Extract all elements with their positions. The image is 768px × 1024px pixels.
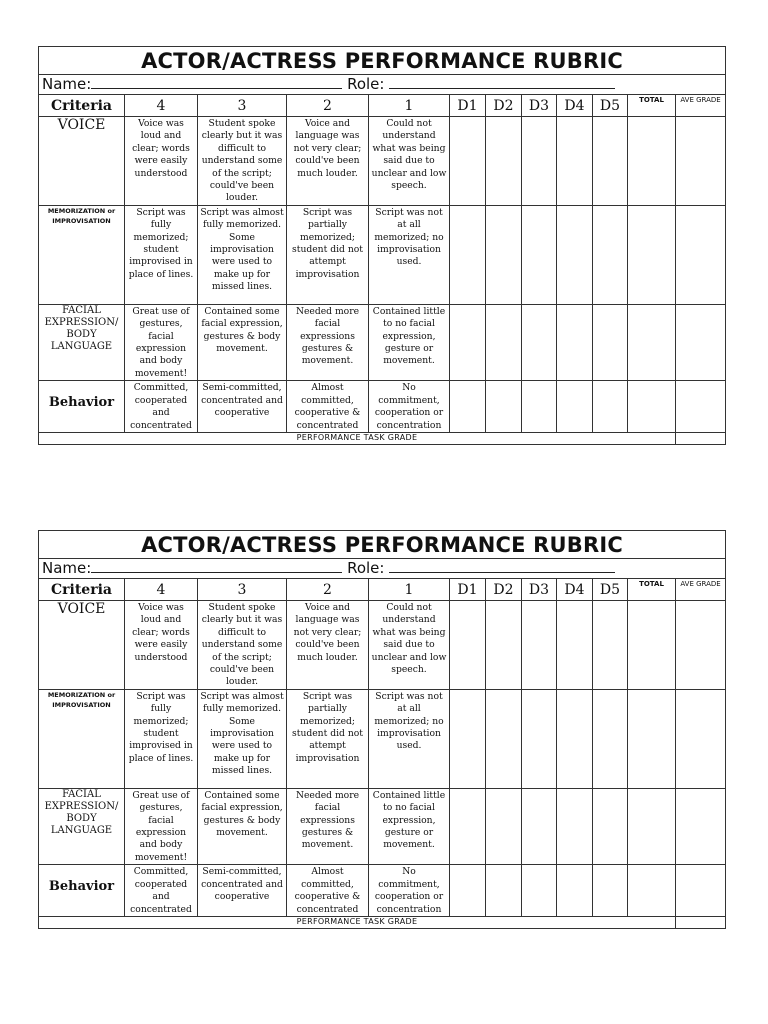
score-cell[interactable]	[486, 689, 522, 788]
desc-cell: Committed, cooperated and concentrated	[125, 381, 198, 433]
table-row	[39, 304, 726, 380]
total-cell[interactable]	[628, 788, 676, 864]
performance-task-grade-label: PERFORMANCE TASK GRADE	[39, 916, 676, 928]
desc-cell: Voice was loud and clear; words were easily understood	[125, 117, 198, 206]
ave-cell[interactable]	[676, 381, 726, 433]
total-cell[interactable]	[628, 117, 676, 206]
score-cell[interactable]	[593, 788, 628, 864]
desc-cell: Script was partially memorized; student did not attempt improvisation	[287, 205, 369, 304]
header-total: TOTAL	[628, 579, 676, 601]
criteria-facial-expression: FACIAL EXPRESSION/ BODY LANGUAGE	[39, 788, 125, 864]
name-label: Name:	[42, 559, 92, 577]
header-score-3: 3	[198, 95, 287, 117]
score-cell[interactable]	[557, 689, 593, 788]
table-row	[39, 601, 726, 690]
desc-cell: Great use of gestures, facial expression and body movement!	[125, 304, 198, 380]
score-cell[interactable]	[522, 205, 557, 304]
total-cell[interactable]	[628, 304, 676, 380]
score-cell[interactable]	[557, 865, 593, 917]
total-cell[interactable]	[628, 865, 676, 917]
table-row	[39, 381, 726, 433]
total-cell[interactable]	[628, 381, 676, 433]
score-cell[interactable]	[450, 689, 486, 788]
ave-cell[interactable]	[676, 117, 726, 206]
desc-cell: Voice and language was not very clear; could've been much louder.	[287, 601, 369, 690]
score-cell[interactable]	[557, 304, 593, 380]
score-cell[interactable]	[557, 117, 593, 206]
total-cell[interactable]	[628, 205, 676, 304]
score-cell[interactable]	[486, 304, 522, 380]
role-blank[interactable]	[389, 559, 615, 573]
role-label: Role:	[347, 75, 385, 93]
header-d1: D1	[450, 95, 486, 117]
score-cell[interactable]	[593, 381, 628, 433]
table-row	[39, 788, 726, 864]
score-cell[interactable]	[450, 865, 486, 917]
header-score-1: 1	[369, 579, 450, 601]
desc-cell: Script was almost fully memorized. Some improvisation were used to make up for missed lines.	[198, 689, 287, 788]
criteria-voice: VOICE	[39, 601, 125, 690]
score-cell[interactable]	[593, 117, 628, 206]
score-cell[interactable]	[557, 601, 593, 690]
header-score-3: 3	[198, 579, 287, 601]
header-d3: D3	[522, 95, 557, 117]
rubric-table	[38, 46, 726, 445]
desc-cell: Script was fully memorized; student improvised in place of lines.	[125, 689, 198, 788]
desc-cell: Voice and language was not very clear; could've been much louder.	[287, 117, 369, 206]
desc-cell: Script was partially memorized; student did not attempt improvisation	[287, 689, 369, 788]
table-row	[39, 117, 726, 206]
score-cell[interactable]	[450, 304, 486, 380]
header-ave-grade: AVE GRADE	[676, 95, 726, 117]
desc-cell: Semi-committed, concentrated and cooperative	[198, 865, 287, 917]
desc-cell: Contained some facial expression, gestures & body movement.	[198, 304, 287, 380]
score-cell[interactable]	[522, 601, 557, 690]
header-score-1: 1	[369, 95, 450, 117]
role-label: Role:	[347, 559, 385, 577]
score-cell[interactable]	[486, 788, 522, 864]
rubric-table-bottom	[38, 530, 725, 929]
header-ave-grade: AVE GRADE	[676, 579, 726, 601]
total-cell[interactable]	[628, 689, 676, 788]
ave-cell[interactable]	[676, 689, 726, 788]
desc-cell: Script was fully memorized; student improvised in place of lines.	[125, 205, 198, 304]
rubric-title: ACTOR/ACTRESS PERFORMANCE RUBRIC	[39, 47, 726, 75]
header-d5: D5	[593, 579, 628, 601]
header-score-2: 2	[287, 95, 369, 117]
score-cell[interactable]	[486, 205, 522, 304]
score-cell[interactable]	[486, 381, 522, 433]
role-blank[interactable]	[389, 75, 615, 89]
ave-cell[interactable]	[676, 865, 726, 917]
ave-cell[interactable]	[676, 205, 726, 304]
header-d5: D5	[593, 95, 628, 117]
score-cell[interactable]	[593, 865, 628, 917]
header-criteria: Criteria	[39, 95, 125, 117]
header-d3: D3	[522, 579, 557, 601]
footer-row	[39, 432, 726, 444]
footer-row	[39, 916, 726, 928]
desc-cell: Contained little to no facial expression, gesture or movement.	[369, 304, 450, 380]
desc-cell: Needed more facial expressions gestures & movement.	[287, 788, 369, 864]
header-row	[39, 95, 726, 117]
score-cell[interactable]	[522, 689, 557, 788]
score-cell[interactable]	[450, 205, 486, 304]
criteria-voice: VOICE	[39, 117, 125, 206]
criteria-memorization: MEMORIZATION or IMPROVISATION	[39, 689, 125, 788]
desc-cell: Needed more facial expressions gestures & movement.	[287, 304, 369, 380]
score-cell[interactable]	[593, 304, 628, 380]
header-score-4: 4	[125, 95, 198, 117]
header-row	[39, 579, 726, 601]
table-row	[39, 205, 726, 304]
header-d4: D4	[557, 95, 593, 117]
name-role-line	[39, 75, 726, 95]
desc-cell: Voice was loud and clear; words were easily understood	[125, 601, 198, 690]
desc-cell: Could not understand what was being said due to unclear and low speech.	[369, 601, 450, 690]
desc-cell: Script was not at all memorized; no improvisation used.	[369, 205, 450, 304]
performance-task-grade-cell[interactable]	[676, 432, 726, 444]
desc-cell: Script was almost fully memorized. Some improvisation were used to make up for missed lines.	[198, 205, 287, 304]
score-cell[interactable]	[593, 205, 628, 304]
score-cell[interactable]	[450, 381, 486, 433]
criteria-behavior: Behavior	[39, 381, 125, 433]
desc-cell: No commitment, cooperation or concentration	[369, 865, 450, 917]
desc-cell: Student spoke clearly but it was difficult to understand some of the script; could've been louder.	[198, 601, 287, 690]
score-cell[interactable]	[522, 117, 557, 206]
criteria-memorization: MEMORIZATION or IMPROVISATION	[39, 205, 125, 304]
score-cell[interactable]	[557, 205, 593, 304]
desc-cell: Contained little to no facial expression, gesture or movement.	[369, 788, 450, 864]
score-cell[interactable]	[522, 788, 557, 864]
desc-cell: Student spoke clearly but it was difficult to understand some of the script; could've been louder.	[198, 117, 287, 206]
total-cell[interactable]	[628, 601, 676, 690]
desc-cell: Semi-committed, concentrated and cooperative	[198, 381, 287, 433]
rubric-table-top	[38, 46, 725, 445]
desc-cell: Almost committed, cooperative & concentrated	[287, 865, 369, 917]
desc-cell: No commitment, cooperation or concentration	[369, 381, 450, 433]
name-label: Name:	[42, 75, 92, 93]
header-score-4: 4	[125, 579, 198, 601]
ave-cell[interactable]	[676, 601, 726, 690]
desc-cell: Committed, cooperated and concentrated	[125, 865, 198, 917]
criteria-facial-expression: FACIAL EXPRESSION/ BODY LANGUAGE	[39, 304, 125, 380]
desc-cell: Could not understand what was being said due to unclear and low speech.	[369, 117, 450, 206]
score-cell[interactable]	[522, 381, 557, 433]
header-d4: D4	[557, 579, 593, 601]
header-criteria: Criteria	[39, 579, 125, 601]
score-cell[interactable]	[557, 788, 593, 864]
score-cell[interactable]	[593, 601, 628, 690]
score-cell[interactable]	[450, 601, 486, 690]
ave-cell[interactable]	[676, 304, 726, 380]
desc-cell: Great use of gestures, facial expression and body movement!	[125, 788, 198, 864]
score-cell[interactable]	[450, 117, 486, 206]
table-row	[39, 689, 726, 788]
score-cell[interactable]	[486, 865, 522, 917]
name-blank[interactable]	[91, 75, 342, 89]
table-row	[39, 865, 726, 917]
score-cell[interactable]	[486, 601, 522, 690]
performance-task-grade-label: PERFORMANCE TASK GRADE	[39, 432, 676, 444]
header-d2: D2	[486, 579, 522, 601]
score-cell[interactable]	[486, 117, 522, 206]
name-blank[interactable]	[91, 559, 342, 573]
header-d2: D2	[486, 95, 522, 117]
header-d1: D1	[450, 579, 486, 601]
desc-cell: Script was not at all memorized; no improvisation used.	[369, 689, 450, 788]
score-cell[interactable]	[557, 381, 593, 433]
score-cell[interactable]	[450, 788, 486, 864]
performance-task-grade-cell[interactable]	[676, 916, 726, 928]
desc-cell: Almost committed, cooperative & concentrated	[287, 381, 369, 433]
score-cell[interactable]	[522, 865, 557, 917]
header-score-2: 2	[287, 579, 369, 601]
rubric-title: ACTOR/ACTRESS PERFORMANCE RUBRIC	[39, 531, 726, 559]
criteria-behavior: Behavior	[39, 865, 125, 917]
ave-cell[interactable]	[676, 788, 726, 864]
score-cell[interactable]	[522, 304, 557, 380]
header-total: TOTAL	[628, 95, 676, 117]
score-cell[interactable]	[593, 689, 628, 788]
desc-cell: Contained some facial expression, gestures & body movement.	[198, 788, 287, 864]
rubric-table	[38, 530, 726, 929]
name-role-line	[39, 559, 726, 579]
